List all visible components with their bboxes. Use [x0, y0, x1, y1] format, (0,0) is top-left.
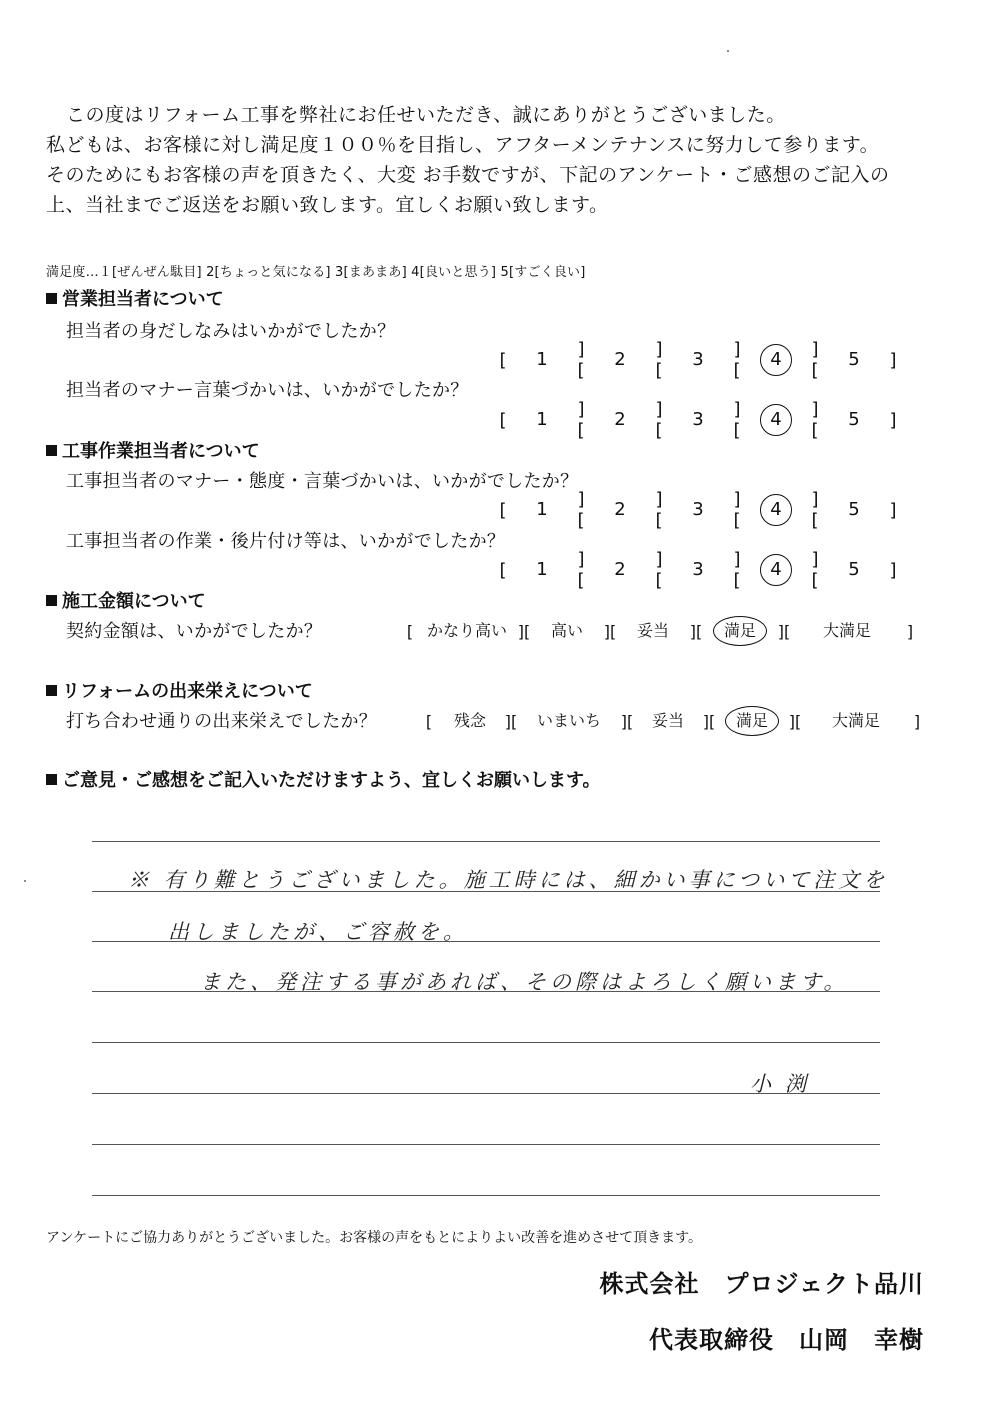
- rating-option[interactable]: [666, 345, 730, 375]
- handwritten-comment-line: 出しましたが、ご容赦を。: [168, 920, 468, 944]
- rating-option[interactable]: [666, 555, 730, 585]
- section-heading-price: 施工金額について: [46, 587, 206, 613]
- rating-option-label: 4: [770, 409, 782, 430]
- rating-option-label: 5: [848, 559, 860, 580]
- rating-option[interactable]: [666, 495, 730, 525]
- rating-option-label: 4: [770, 499, 782, 520]
- rating-option-label: 2: [614, 559, 626, 580]
- rating-scale-result[interactable]: [422, 706, 924, 736]
- rating-option-label: 1: [536, 559, 548, 580]
- rating-option-selected[interactable]: [744, 495, 808, 525]
- handwritten-comment-line: ※ 有り難とうございました。施工時には、細かい事について注文を: [128, 868, 889, 892]
- rating-option-selected[interactable]: [716, 706, 788, 736]
- rating-option-label: 5: [848, 409, 860, 430]
- question-price: 契約金額は、いかがでしたか？: [66, 621, 323, 642]
- rating-option-label: 2: [614, 409, 626, 430]
- rating-option[interactable]: [436, 706, 504, 736]
- bracket-open: [: [406, 621, 414, 641]
- comment-rule-line: [92, 841, 880, 842]
- bracket-separator: ][: [702, 711, 716, 731]
- question-result: 打ち合わせ通りの出来栄えでしたか？: [66, 711, 378, 732]
- rating-option-label: いまいち: [536, 711, 601, 730]
- rating-option-label: 3: [692, 409, 704, 430]
- rating-option[interactable]: [510, 495, 574, 525]
- bracket-separator: ][: [655, 549, 663, 591]
- bracket-separator: ][: [577, 549, 585, 591]
- scan-speck: [24, 880, 26, 882]
- rating-option-selected[interactable]: [703, 616, 777, 646]
- bracket-separator: ][: [788, 711, 802, 731]
- bracket-separator: ][: [577, 339, 585, 381]
- intro-line: この度はリフォーム工事を弊社にお任せいただき、誠にありがとうございました。: [66, 104, 786, 126]
- rating-option-label: 満足: [723, 621, 756, 640]
- bracket-open: [: [499, 409, 507, 431]
- rating-option[interactable]: [588, 345, 652, 375]
- rating-option[interactable]: [510, 555, 574, 585]
- rating-option[interactable]: [791, 616, 903, 646]
- bracket-separator: ][: [733, 549, 741, 591]
- bracket-open: [: [499, 349, 507, 371]
- rating-option-label: 1: [536, 499, 548, 520]
- bracket-separator: ][: [733, 399, 741, 441]
- rating-option-selected[interactable]: [744, 405, 808, 435]
- rating-option-label: 大満足: [831, 711, 880, 730]
- question-sales-appearance: 担当者の身だしなみはいかがでしたか？: [66, 321, 396, 342]
- bracket-separator: ]: [906, 621, 914, 641]
- rating-option-label: 3: [692, 559, 704, 580]
- bracket-separator: ][: [517, 621, 531, 641]
- rating-option-selected[interactable]: [744, 345, 808, 375]
- rating-option[interactable]: [588, 495, 652, 525]
- rating-option[interactable]: [588, 555, 652, 585]
- rating-option-label: 3: [692, 499, 704, 520]
- rating-option-label: 5: [848, 349, 860, 370]
- bracket-separator: ][: [577, 489, 585, 531]
- rating-option[interactable]: [510, 345, 574, 375]
- rating-option-label: かなり高い: [426, 621, 507, 640]
- rating-option-label: 4: [770, 559, 782, 580]
- rating-option[interactable]: [531, 616, 603, 646]
- bracket-separator: ][: [811, 549, 819, 591]
- satisfaction-legend: 満足度…１[ぜんぜん駄目] 2[ちょっと気になる] 3[まあまあ] 4[良いと思う] 5[すごく良い]: [46, 265, 586, 280]
- rating-option-label: 1: [536, 409, 548, 430]
- rating-scale-construction-manners[interactable]: [496, 489, 900, 531]
- handwritten-signature: 小渕: [750, 1072, 820, 1096]
- bracket-separator: ]: [913, 711, 921, 731]
- rating-option[interactable]: [822, 345, 886, 375]
- rating-option[interactable]: [666, 405, 730, 435]
- comment-rule-line: [92, 1195, 880, 1196]
- bracket-separator: ][: [577, 399, 585, 441]
- question-construction-manners: 工事担当者のマナー・態度・言葉づかいは、いかがでしたか？: [66, 471, 579, 492]
- intro-line: 上、当社までご返送をお願い致します。宜しくお願い致します。: [46, 194, 609, 216]
- bracket-separator: ]: [889, 559, 897, 581]
- square-bullet-icon: [46, 595, 57, 606]
- intro-line: 私どもは、お客様に対し満足度１００％を目指し、アフターメンテナンスに努力して参ります。: [46, 134, 880, 156]
- square-bullet-icon: [46, 685, 57, 696]
- representative-name: 代表取締役 山岡 幸樹: [649, 1326, 924, 1354]
- comment-rule-line: [92, 1042, 880, 1043]
- bracket-separator: ]: [889, 409, 897, 431]
- square-bullet-icon: [46, 445, 57, 456]
- rating-option[interactable]: [617, 616, 689, 646]
- bracket-separator: ]: [889, 349, 897, 371]
- rating-option-label: 満足: [735, 711, 768, 730]
- bracket-separator: ][: [655, 339, 663, 381]
- rating-option-label: 妥当: [636, 621, 669, 640]
- bracket-separator: ][: [777, 621, 791, 641]
- bracket-separator: ][: [655, 489, 663, 531]
- section-heading-sales: 営業担当者について: [46, 285, 224, 311]
- rating-option[interactable]: [802, 706, 910, 736]
- square-bullet-icon: [46, 293, 57, 304]
- rating-scale-sales-appearance[interactable]: [496, 339, 900, 381]
- rating-option[interactable]: [822, 495, 886, 525]
- bracket-separator: ][: [504, 711, 518, 731]
- bracket-separator: ][: [811, 339, 819, 381]
- bracket-separator: ][: [811, 489, 819, 531]
- rating-option-label: 妥当: [651, 711, 684, 730]
- bracket-separator: ][: [733, 339, 741, 381]
- section-heading-comments: ご意見・ご感想をご記入いただけますよう、宜しくお願いします。: [46, 766, 601, 792]
- intro-line: そのためにもお客様の声を頂きたく、大変 お手数ですが、下記のアンケート・ご感想のご記入の: [46, 164, 890, 186]
- rating-option-selected[interactable]: [744, 555, 808, 585]
- bracket-open: [: [499, 499, 507, 521]
- rating-option[interactable]: [510, 405, 574, 435]
- question-sales-manners: 担当者のマナー言葉づかいは、いかがでしたか？: [66, 380, 469, 401]
- rating-scale-construction-cleanup[interactable]: [496, 549, 900, 591]
- rating-scale-sales-manners[interactable]: [496, 399, 900, 441]
- rating-option-label: 大満足: [822, 621, 871, 640]
- rating-option[interactable]: [822, 555, 886, 585]
- rating-option-label: 残念: [453, 711, 486, 730]
- rating-option[interactable]: [634, 706, 702, 736]
- intro-paragraph: [46, 100, 946, 220]
- rating-option-label: 5: [848, 499, 860, 520]
- bracket-separator: ][: [620, 711, 634, 731]
- bracket-separator: ][: [655, 399, 663, 441]
- rating-option-label: 2: [614, 499, 626, 520]
- company-name: 株式会社 プロジェクト品川: [599, 1270, 924, 1298]
- rating-option-label: 高い: [550, 621, 583, 640]
- bracket-separator: ][: [733, 489, 741, 531]
- bracket-open: [: [425, 711, 433, 731]
- comment-rule-line: [92, 1144, 880, 1145]
- rating-option-label: 1: [536, 349, 548, 370]
- section-heading-result: リフォームの出来栄えについて: [46, 677, 313, 703]
- bracket-separator: ][: [603, 621, 617, 641]
- rating-option-label: 3: [692, 349, 704, 370]
- rating-option-label: 4: [770, 349, 782, 370]
- bracket-separator: ]: [889, 499, 897, 521]
- bracket-separator: ][: [689, 621, 703, 641]
- bracket-separator: ][: [811, 399, 819, 441]
- question-construction-cleanup: 工事担当者の作業・後片付け等は、いかがでしたか？: [66, 531, 506, 552]
- rating-option[interactable]: [822, 405, 886, 435]
- section-heading-construction: 工事作業担当者について: [46, 437, 260, 463]
- square-bullet-icon: [46, 774, 57, 785]
- bracket-open: [: [499, 559, 507, 581]
- footer-thank-you-note: アンケートにご協力ありがとうございました。お客様の声をもとによりよい改善を進めさせて頂きます。: [46, 1230, 703, 1246]
- handwritten-comment-line: また、発注する事があれば、その際はよろしく願います。: [200, 970, 849, 994]
- rating-option[interactable]: [518, 706, 620, 736]
- rating-scale-price[interactable]: [403, 616, 917, 646]
- rating-option[interactable]: [417, 616, 517, 646]
- rating-option-label: 2: [614, 349, 626, 370]
- scan-speck: [727, 50, 729, 52]
- rating-option[interactable]: [588, 405, 652, 435]
